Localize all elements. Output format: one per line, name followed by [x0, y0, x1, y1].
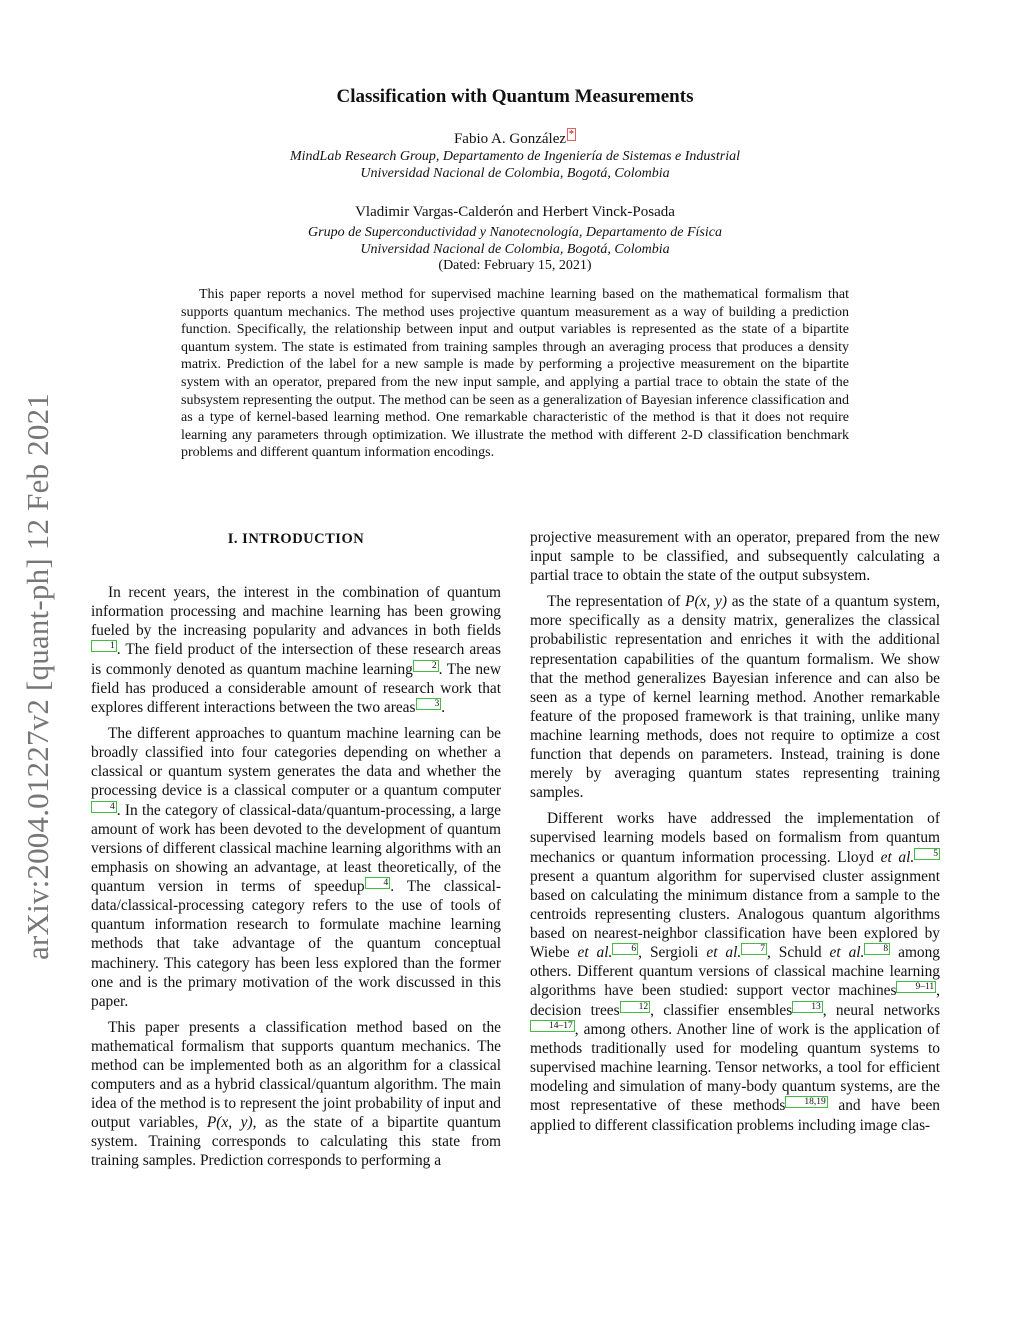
affiliation-1-line-2: Universidad Nacional de Colombia, Bogotá, Colombia	[360, 166, 670, 181]
dated-line: (Dated: February 15, 2021)	[438, 258, 592, 273]
author-line-2: Vladimir Vargas-Calderón and Herbert Vinck-Posada	[355, 204, 675, 220]
citation-link[interactable]: 9–11	[896, 981, 936, 993]
citation-link[interactable]: 1	[91, 640, 117, 652]
citation-link[interactable]: 3	[416, 698, 442, 710]
author-name-gonzalez: Fabio A. González	[453, 131, 567, 147]
section-heading-introduction: I. INTRODUCTION	[227, 531, 365, 547]
intro-paragraph-6: Different works have addressed the implementation of supervised learning models based on formalism from quantum mechanics or quantum information processing. Lloyd et al. 5 present a quantum algorithm for supervised cluster assignment based on calculating the minimum distance from a sample to the centroids representing clusters. Analogous quantum algorithms based on nearest-neighbor classification have been explored by Wiebe et al. 6 , Sergioli et al. 7 , Schuld et al. 8 among others. Different quantum versions of classical machine learning algorithms have been studied: support vector machines 9–11 , decision trees 12 , classifier ensembles 13 , neural networks14–17 , among others. Another line of work is the application of methods traditionally used for modeling quantum systems to supervised machine learning. Tensor networks, a tool for efficient modeling and simulation of many-body quantum systems, are the most representative of these methods 18,19 and have been applied to different classification problems including image clas-	[530, 810, 940, 1134]
citation-link[interactable]: 4	[91, 801, 117, 813]
citation-link[interactable]: 18,19	[785, 1096, 827, 1108]
citation-link[interactable]: 14–17	[530, 1020, 575, 1032]
citation-link[interactable]: 4	[365, 877, 391, 889]
citation-link[interactable]: 2	[413, 660, 439, 672]
affiliation-2-line-1: Grupo de Superconductividad y Nanotecnología, Departamento de Física	[308, 225, 722, 240]
arxiv-identifier[interactable]: arXiv:2004.01227v2 [quant-ph] 12 Feb 2021	[20, 393, 55, 960]
right-column	[530, 528, 940, 1142]
affiliation-2	[150, 224, 880, 258]
citation-link[interactable]: 5	[914, 848, 940, 860]
abstract: This paper reports a novel method for supervised machine learning based on the mathematical formalism that supports quantum mechanics. The method uses projective quantum measurement as a way of building a prediction function. Specifically, the relationship between input and output variables is represented as the state of a bipartite quantum system. The state is estimated from training samples through an averaging process that produces a density matrix. Prediction of the label for a new sample is made by performing a projective measurement on the bipartite system with an operator, prepared from the new input sample, and applying a partial trace to obtain the state of the subsystem representing the output. The method can be seen as a generalization of Bayesian inference classification and as a type of kernel-based learning method. One remarkable characteristic of the method is that it does not require learning any parameters through optimization. We illustrate the method with different 2-D classification benchmark problems and different quantum information encodings.	[181, 287, 849, 461]
author-footnote-link[interactable]: *	[569, 129, 575, 140]
author-line-1	[150, 128, 880, 148]
citation-link[interactable]: 7	[741, 943, 767, 955]
left-column	[91, 528, 501, 1178]
affiliation-1	[150, 148, 880, 182]
intro-paragraph-2: The different approaches to quantum machine learning can be broadly classified into four categories depending on whether a classical or quantum system generates the data and whether the processing device is a classical computer or a quantum computer4 . In the category of classical-data/quantum-processing, a large amount of work has been devoted to the development of quantum versions of different classical machine learning algorithms with an emphasis on showing an advantage, at least theoretically, of the quantum version in terms of speedup 4 . The classical-data/classical-processing category refers to the use of tools of quantum information research to formulate machine learning methods that take advantage of the quantum conceptual machinery. This category has been less explored than the former one and is the primary motivation of the work discussed in this paper.	[91, 725, 502, 1010]
citation-link[interactable]: 13	[792, 1001, 823, 1013]
math-pxy: P(x, y)	[685, 593, 727, 611]
intro-paragraph-1: In recent years, the interest in the combination of quantum information processing and machine learning has been growing fueled by the increasing popularity and advances in both fields1 . The field product of the intersection of these research areas is commonly denoted as quantum machine learning 2 . The new field has produced a considerable amount of research work that explores different interactions between the two areas 3 .	[91, 584, 501, 717]
intro-paragraph-5: The representation of P(x, y) as the state of a quantum system, more specifically as a density matrix, generalizes the classical probabilistic representation and enriches it with the additional representation capabilities of the quantum formalism. We show that the method generalizes Bayesian inference and can also be seen as a type of kernel learning method. Another remarkable feature of the proposed framework is that training, unlike many machine learning methods, does not require to optimize a cost function that depends on parameters. Instead, training is done merely by averaging quantum states representing training samples.	[530, 593, 941, 802]
intro-paragraph-3: This paper presents a classification method based on the mathematical formalism that supports quantum mechanics. The method can be implemented both as an algorithm for a classical computers and as a hybrid classical/quantum algorithm. The main idea of the method is to represent the joint probability of input and output variables, P(x, y), as the state of a bipartite quantum system. Training corresponds to calculating this state from training samples. Prediction corresponds to performing a	[91, 1018, 501, 1170]
affiliation-2-line-2: Universidad Nacional de Colombia, Bogotá, Colombia	[360, 242, 670, 257]
citation-link[interactable]: 6	[612, 943, 638, 955]
citation-link[interactable]: 8	[864, 943, 890, 955]
math-pxy: P(x, y)	[206, 1114, 253, 1132]
affiliation-1-line-1: MindLab Research Group, Departamento de Ingeniería de Sistemas e Industrial	[289, 149, 740, 164]
citation-link[interactable]: 12	[620, 1001, 651, 1013]
paper-title: Classification with Quantum Measurements	[336, 86, 694, 107]
intro-paragraph-4: projective measurement with an operator, prepared from the new input sample to be classified, and subsequently calculating a partial trace to obtain the state of the output subsystem.	[530, 529, 940, 585]
